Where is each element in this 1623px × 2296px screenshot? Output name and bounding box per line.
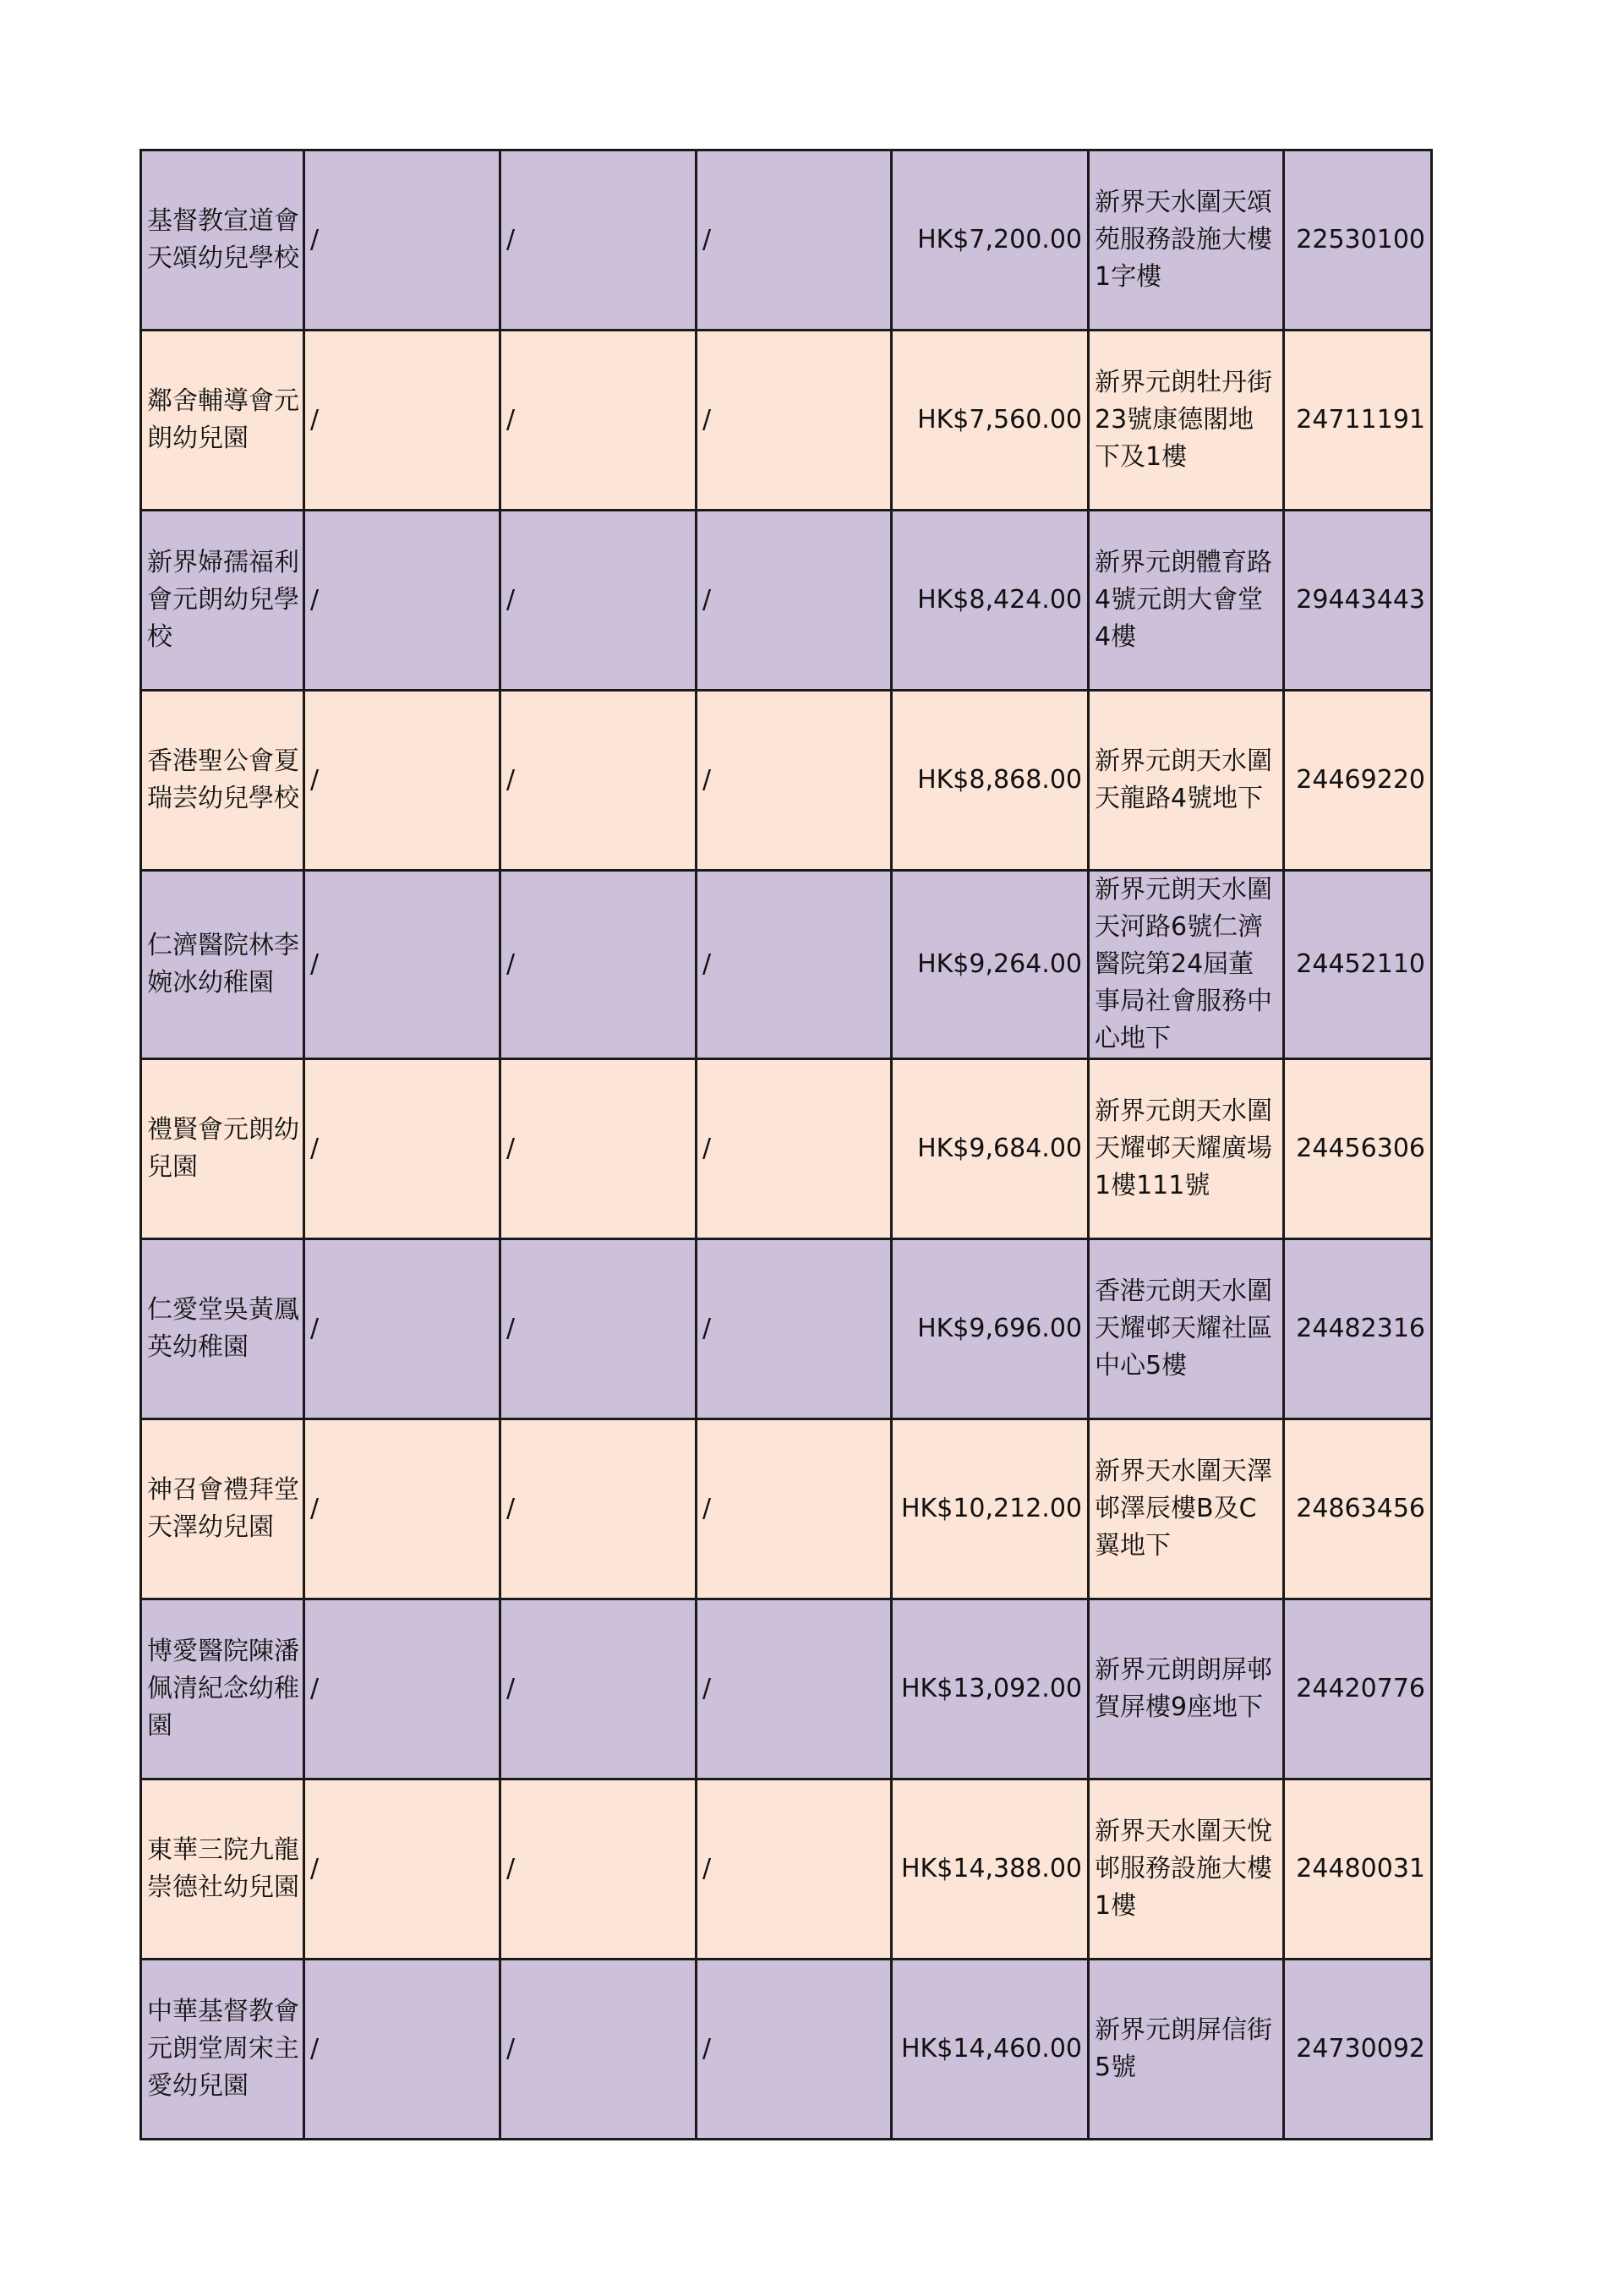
empty-column-cell — [697, 1599, 892, 1779]
empty-column-cell-text: / — [506, 765, 516, 795]
fee-cell — [892, 1239, 1089, 1419]
phone-cell — [1284, 691, 1432, 871]
empty-column-cell — [304, 511, 500, 691]
phone-cell — [1284, 1239, 1432, 1419]
empty-column-cell — [500, 691, 697, 871]
empty-column-cell-text: / — [702, 765, 712, 795]
fee-cell — [892, 1960, 1089, 2140]
address-cell-text: 新界元朗牡丹街23號康德閣地下及1樓 — [1095, 368, 1272, 472]
fee-cell — [892, 511, 1089, 691]
phone-cell-text: 22530100 — [1296, 225, 1425, 254]
fee-cell-text: HK$9,696.00 — [917, 1314, 1082, 1343]
empty-column-cell-text: / — [702, 585, 712, 615]
empty-column-cell-text: / — [702, 225, 712, 254]
school-name-cell — [141, 150, 304, 331]
phone-cell-text: 24482316 — [1296, 1314, 1425, 1343]
empty-column-cell-text: / — [702, 1314, 712, 1343]
fee-cell-text: HK$14,388.00 — [901, 1854, 1082, 1883]
address-cell-text: 新界元朗屏信街5號 — [1095, 2015, 1272, 2082]
phone-cell — [1284, 1059, 1432, 1239]
fee-cell — [892, 1779, 1089, 1960]
address-cell-text: 香港元朗天水圍天耀邨天耀社區中心5樓 — [1095, 1276, 1272, 1380]
school-name-cell — [141, 1960, 304, 2140]
empty-column-cell — [697, 691, 892, 871]
empty-column-cell — [500, 1239, 697, 1419]
fee-cell-text: HK$9,684.00 — [917, 1134, 1082, 1163]
phone-cell-text: 24456306 — [1296, 1134, 1425, 1163]
phone-cell-text: 24452110 — [1296, 949, 1425, 979]
school-name-cell-text: 鄰舍輔導會元朗幼兒園 — [147, 386, 299, 453]
fee-cell-text: HK$7,560.00 — [917, 405, 1082, 435]
empty-column-cell — [500, 1599, 697, 1779]
empty-column-cell — [304, 871, 500, 1059]
fee-cell-text: HK$14,460.00 — [901, 2034, 1082, 2064]
empty-column-cell — [304, 150, 500, 331]
empty-column-cell — [697, 150, 892, 331]
empty-column-cell — [304, 1419, 500, 1599]
empty-column-cell — [500, 150, 697, 331]
empty-column-cell — [697, 871, 892, 1059]
phone-cell — [1284, 150, 1432, 331]
table-row — [141, 1419, 1432, 1599]
school-name-cell — [141, 1239, 304, 1419]
empty-column-cell — [304, 1239, 500, 1419]
empty-column-cell-text: / — [506, 1854, 516, 1883]
school-name-cell-text: 基督教宣道會天頌幼兒學校 — [147, 206, 299, 273]
phone-cell — [1284, 1779, 1432, 1960]
table-row — [141, 1599, 1432, 1779]
empty-column-cell-text: / — [702, 1494, 712, 1523]
empty-column-cell-text: / — [310, 949, 320, 979]
school-name-cell-text: 仁愛堂吳黃鳳英幼稚園 — [147, 1295, 299, 1362]
empty-column-cell-text: / — [310, 585, 320, 615]
empty-column-cell — [697, 1960, 892, 2140]
school-name-cell — [141, 511, 304, 691]
empty-column-cell — [697, 331, 892, 511]
phone-cell-text: 24420776 — [1296, 1674, 1425, 1703]
table-row — [141, 1779, 1432, 1960]
empty-column-cell — [500, 1779, 697, 1960]
empty-column-cell — [304, 1059, 500, 1239]
table-row — [141, 331, 1432, 511]
fee-cell — [892, 1599, 1089, 1779]
empty-column-cell-text: / — [310, 1854, 320, 1883]
fee-cell-text: HK$8,424.00 — [917, 585, 1082, 615]
fee-table — [139, 149, 1433, 2140]
phone-cell — [1284, 1419, 1432, 1599]
phone-cell-text: 24730092 — [1296, 2034, 1425, 2064]
address-cell-text: 新界元朗天水圍天龍路4號地下 — [1095, 746, 1272, 813]
empty-column-cell-text: / — [702, 949, 712, 979]
empty-column-cell-text: / — [506, 2034, 516, 2064]
table-row — [141, 1239, 1432, 1419]
fee-cell-text: HK$7,200.00 — [917, 225, 1082, 254]
empty-column-cell — [697, 511, 892, 691]
phone-cell — [1284, 1599, 1432, 1779]
address-cell — [1089, 1779, 1284, 1960]
phone-cell-text: 24469220 — [1296, 765, 1425, 795]
school-name-cell — [141, 1599, 304, 1779]
fee-cell — [892, 150, 1089, 331]
table-row — [141, 511, 1432, 691]
fee-cell-text: HK$9,264.00 — [917, 949, 1082, 979]
fee-cell — [892, 1419, 1089, 1599]
table-row — [141, 871, 1432, 1059]
school-name-cell-text: 神召會禮拜堂天澤幼兒園 — [147, 1475, 299, 1542]
address-cell — [1089, 1239, 1284, 1419]
school-name-cell-text: 禮賢會元朗幼兒園 — [147, 1115, 299, 1182]
address-cell — [1089, 691, 1284, 871]
address-cell-text: 新界元朗朗屏邨賀屏樓9座地下 — [1095, 1655, 1272, 1722]
empty-column-cell — [500, 871, 697, 1059]
table-row — [141, 691, 1432, 871]
empty-column-cell-text: / — [506, 1314, 516, 1343]
empty-column-cell-text: / — [506, 585, 516, 615]
phone-cell-text: 29443443 — [1296, 585, 1425, 615]
empty-column-cell-text: / — [506, 225, 516, 254]
address-cell — [1089, 1599, 1284, 1779]
empty-column-cell-text: / — [310, 405, 320, 435]
empty-column-cell-text: / — [702, 1134, 712, 1163]
school-name-cell-text: 中華基督教會元朗堂周宋主愛幼兒園 — [147, 1997, 299, 2101]
fee-cell-text: HK$10,212.00 — [901, 1494, 1082, 1523]
school-name-cell — [141, 1779, 304, 1960]
empty-column-cell — [697, 1059, 892, 1239]
address-cell — [1089, 1059, 1284, 1239]
empty-column-cell-text: / — [702, 1674, 712, 1703]
empty-column-cell — [304, 1960, 500, 2140]
fee-cell — [892, 331, 1089, 511]
school-name-cell-text: 香港聖公會夏瑞芸幼兒學校 — [147, 746, 299, 813]
school-name-cell-text: 仁濟醫院林李婉冰幼稚園 — [147, 931, 299, 998]
empty-column-cell — [697, 1419, 892, 1599]
school-name-cell-text: 博愛醫院陳潘佩清紀念幼稚園 — [147, 1637, 299, 1741]
empty-column-cell-text: / — [506, 949, 516, 979]
empty-column-cell — [304, 1599, 500, 1779]
empty-column-cell — [697, 1239, 892, 1419]
empty-column-cell — [697, 1779, 892, 1960]
empty-column-cell — [500, 1059, 697, 1239]
phone-cell-text: 24863456 — [1296, 1494, 1425, 1523]
empty-column-cell-text: / — [702, 1854, 712, 1883]
empty-column-cell-text: / — [310, 1674, 320, 1703]
address-cell-text: 新界元朗體育路4號元朗大會堂4樓 — [1095, 548, 1272, 652]
fee-cell — [892, 1059, 1089, 1239]
empty-column-cell — [500, 1960, 697, 2140]
school-name-cell — [141, 691, 304, 871]
phone-cell — [1284, 511, 1432, 691]
fee-cell-text: HK$13,092.00 — [901, 1674, 1082, 1703]
fee-cell — [892, 691, 1089, 871]
address-cell-text: 新界天水圍天悅邨服務設施大樓1樓 — [1095, 1817, 1272, 1921]
address-cell-text: 新界元朗天水圍天河路6號仁濟醫院第24屆董事局社會服務中心地下 — [1095, 875, 1272, 1053]
school-name-cell — [141, 1419, 304, 1599]
empty-column-cell-text: / — [506, 405, 516, 435]
address-cell-text: 新界天水圍天頌苑服務設施大樓1字樓 — [1095, 188, 1272, 292]
address-cell — [1089, 511, 1284, 691]
school-name-cell-text: 東華三院九龍崇德社幼兒園 — [147, 1835, 299, 1902]
phone-cell-text: 24711191 — [1296, 405, 1425, 435]
school-name-cell — [141, 331, 304, 511]
empty-column-cell-text: / — [310, 2034, 320, 2064]
empty-column-cell-text: / — [310, 765, 320, 795]
empty-column-cell-text: / — [506, 1494, 516, 1523]
fee-cell — [892, 871, 1089, 1059]
empty-column-cell — [304, 691, 500, 871]
address-cell — [1089, 150, 1284, 331]
school-name-cell — [141, 871, 304, 1059]
empty-column-cell-text: / — [310, 1134, 320, 1163]
empty-column-cell-text: / — [506, 1674, 516, 1703]
phone-cell — [1284, 871, 1432, 1059]
empty-column-cell-text: / — [310, 1314, 320, 1343]
empty-column-cell — [304, 1779, 500, 1960]
empty-column-cell-text: / — [506, 1134, 516, 1163]
address-cell — [1089, 1419, 1284, 1599]
phone-cell-text: 24480031 — [1296, 1854, 1425, 1883]
phone-cell — [1284, 331, 1432, 511]
table-row — [141, 150, 1432, 331]
empty-column-cell — [500, 511, 697, 691]
empty-column-cell-text: / — [310, 1494, 320, 1523]
empty-column-cell — [500, 331, 697, 511]
table-row — [141, 1960, 1432, 2140]
empty-column-cell — [500, 1419, 697, 1599]
empty-column-cell — [304, 331, 500, 511]
phone-cell — [1284, 1960, 1432, 2140]
address-cell — [1089, 1960, 1284, 2140]
table-body — [141, 150, 1432, 2140]
fee-cell-text: HK$8,868.00 — [917, 765, 1082, 795]
address-cell — [1089, 331, 1284, 511]
empty-column-cell-text: / — [702, 2034, 712, 2064]
address-cell-text: 新界天水圍天澤邨澤辰樓B及C翼地下 — [1095, 1457, 1272, 1561]
address-cell — [1089, 871, 1284, 1059]
table-row — [141, 1059, 1432, 1239]
address-cell-text: 新界元朗天水圍天耀邨天耀廣場1樓111號 — [1095, 1096, 1272, 1200]
school-name-cell-text: 新界婦孺福利會元朗幼兒學校 — [147, 548, 299, 652]
empty-column-cell-text: / — [702, 405, 712, 435]
empty-column-cell-text: / — [310, 225, 320, 254]
school-name-cell — [141, 1059, 304, 1239]
